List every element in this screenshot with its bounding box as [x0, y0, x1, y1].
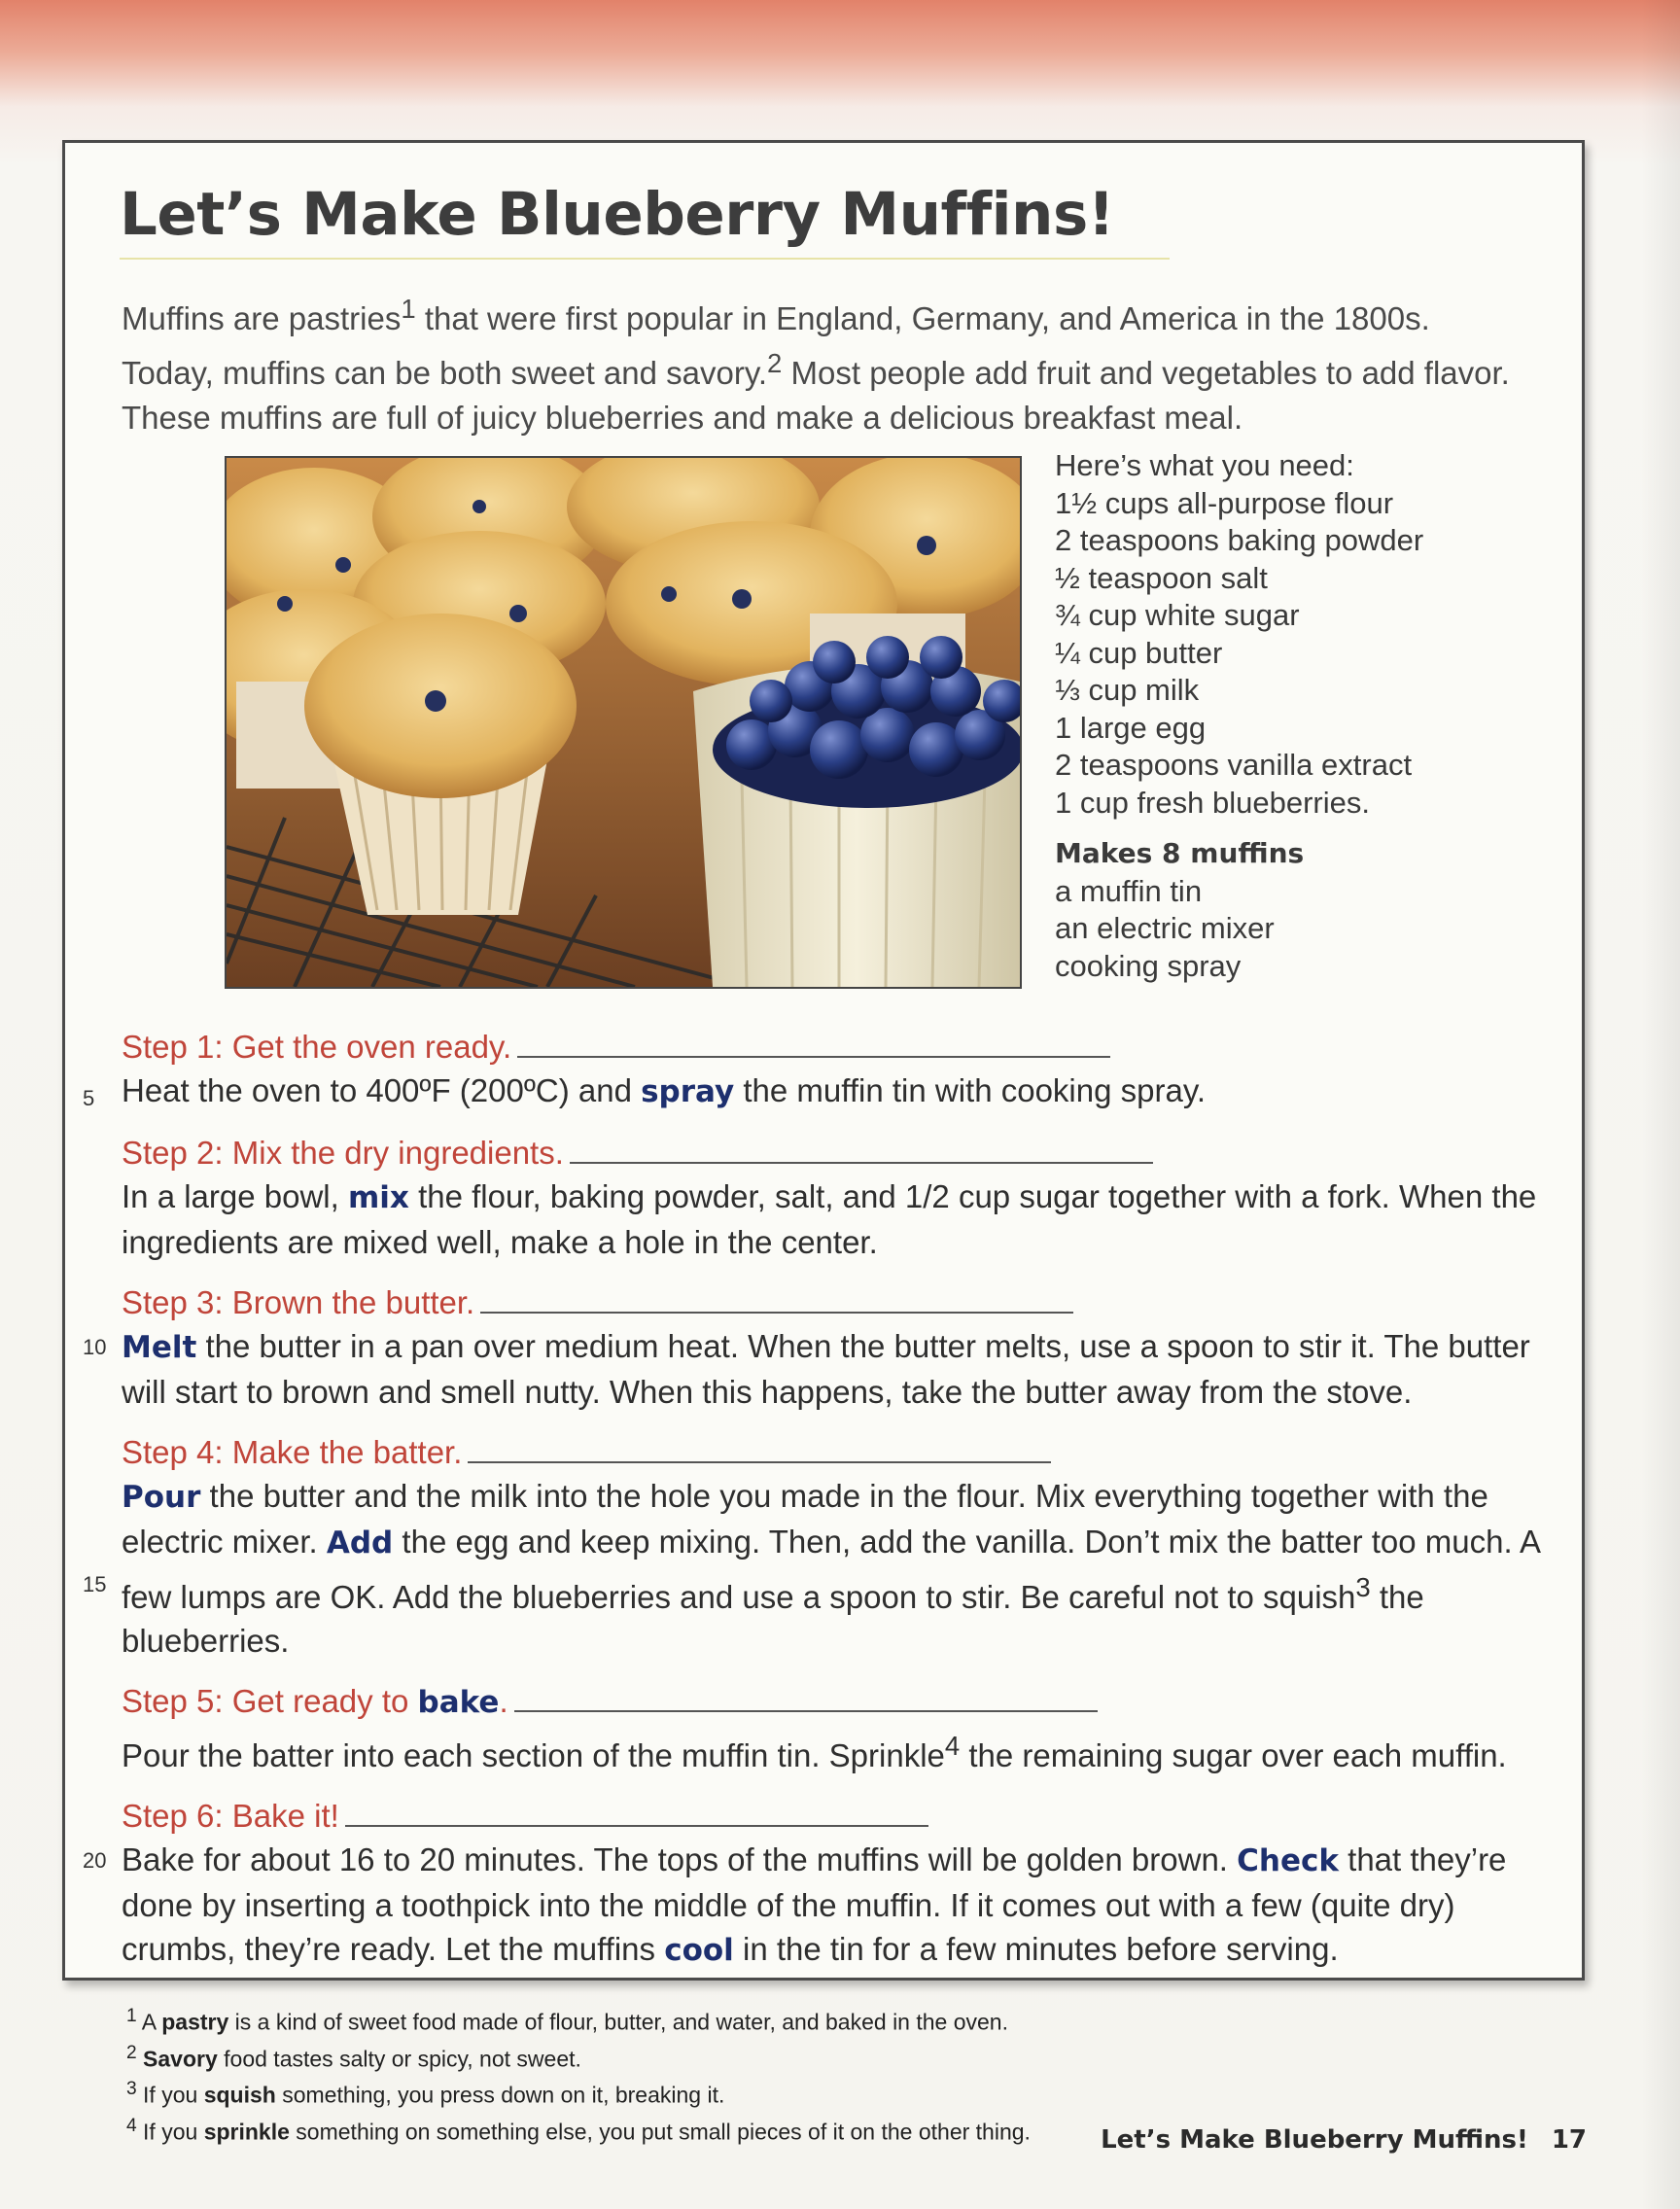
footnote-text: is a kind of sweet food made of flour, butter, and water, and baked in the oven.: [228, 2009, 1008, 2035]
footnote-ref-4: 4: [944, 1731, 961, 1761]
step-text: the remaining sugar over each muffin.: [960, 1737, 1507, 1773]
ingredient-item: ½ teaspoon salt: [1055, 560, 1268, 595]
step-body: [122, 1069, 1551, 1114]
step-title-text: Step 5: Get ready to: [122, 1683, 418, 1719]
step-text: Pour the batter into each section of the muffin tin. Sprinkle: [122, 1737, 945, 1773]
footnote-term: sprinkle: [203, 2119, 290, 2145]
step-title-text: Step 2: Mix the dry ingredients.: [122, 1135, 564, 1171]
answer-line: [480, 1312, 1073, 1314]
keyword: cool: [664, 1933, 734, 1968]
step-text: that they’re done by inserting a toothpick into the middle of the muffin. If it comes out with a few (quite dry) crumbs, they’re ready. Let the muffins: [122, 1841, 1507, 1967]
footnotes: [126, 2001, 1031, 2148]
recipe-steps: [83, 1026, 1551, 1981]
page-footer: [1101, 2125, 1587, 2155]
footnote-ref-2: 2: [767, 348, 783, 378]
reading-box: [62, 140, 1585, 1981]
footnote-text: food tastes salty or spicy, not sweet.: [217, 2046, 581, 2072]
keyword: bake: [417, 1685, 500, 1720]
equipment-item: an electric mixer: [1055, 911, 1275, 945]
page-title: Let’s Make Blueberry Muffins!: [120, 180, 1115, 249]
footnote-1: [126, 2001, 1031, 2038]
footnote-text: If you: [143, 2119, 204, 2145]
footnote-text: A: [141, 2009, 162, 2035]
ingredient-item: 2 teaspoons baking powder: [1055, 523, 1424, 557]
step-title: [122, 1795, 1551, 1838]
ingredient-item: 1½ cups all-purpose flour: [1055, 485, 1394, 520]
answer-line: [468, 1461, 1051, 1463]
answer-line: [517, 1056, 1110, 1058]
answer-line: [514, 1710, 1098, 1712]
keyword: Pour: [122, 1480, 201, 1515]
ingredient-item: 1 large egg: [1055, 710, 1207, 745]
keyword: Melt: [122, 1330, 197, 1365]
footnote-number: 4: [126, 2115, 137, 2136]
title-underline: [120, 258, 1170, 260]
yield-label: Makes 8 muffins: [1055, 837, 1305, 869]
step-title-text: Step 3: Brown the butter.: [122, 1284, 475, 1320]
step-text: Bake for about 16 to 20 minutes. The tops of the muffins will be golden brown.: [122, 1841, 1238, 1877]
step-2: [122, 1132, 1551, 1264]
page-edge-shadow: [1641, 0, 1680, 2209]
footnote-text: something, you press down on it, breaking it.: [275, 2082, 725, 2108]
footnote-term: Savory: [143, 2046, 218, 2072]
answer-line: [570, 1162, 1153, 1164]
ingredient-item: ¾ cup white sugar: [1055, 598, 1300, 632]
ingredient-item: ¼ cup butter: [1055, 635, 1223, 670]
step-title: [122, 1680, 1551, 1724]
footnote-ref-3: 3: [1355, 1572, 1371, 1602]
keyword: spray: [641, 1074, 735, 1109]
step-body: [122, 1324, 1551, 1414]
equipment-item: cooking spray: [1055, 948, 1242, 983]
ingredient-item: ⅓ cup milk: [1055, 673, 1200, 707]
keyword: Add: [326, 1525, 394, 1560]
keyword: mix: [347, 1180, 409, 1215]
footnote-number: 1: [126, 2006, 137, 2026]
step-1: [83, 1026, 1551, 1114]
footnote-number: 2: [126, 2042, 137, 2063]
step-text: the butter in a pan over medium heat. When the butter melts, use a spoon to stir it. The butter will start to brown and smell nutty. When this happens, take the butter away from the stove.: [122, 1328, 1530, 1410]
ingredient-item: 2 teaspoons vanilla extract: [1055, 748, 1413, 782]
ingredients-list: [1055, 447, 1423, 985]
answer-line: [345, 1825, 928, 1827]
footnote-number: 3: [126, 2079, 137, 2100]
ingredients-heading: Here’s what you need:: [1055, 448, 1354, 482]
step-body: [122, 1724, 1551, 1777]
equipment-item: a muffin tin: [1055, 873, 1203, 908]
footnote-term: squish: [203, 2082, 276, 2108]
step-title-text: .: [499, 1683, 508, 1719]
line-number: 10: [83, 1335, 107, 1359]
step-title-text: Step 4: Make the batter.: [122, 1434, 463, 1470]
step-text: the flour, baking powder, salt, and 1/2 cup sugar together with a fork. When the ingredients are mixed well, make a hole in the center.: [122, 1178, 1537, 1260]
step-body: [122, 1838, 1551, 1973]
step-text: Heat the oven to 400ºF (200ºC) and: [122, 1072, 642, 1108]
step-5: [122, 1680, 1551, 1777]
step-4: [83, 1431, 1551, 1663]
footnote-3: [126, 2074, 1031, 2111]
step-title: [122, 1431, 1551, 1474]
step-text: the butter and the milk into the hole you made in the flour. Mix everything together with the electric mixer.: [122, 1478, 1488, 1560]
muffins-photo: [225, 456, 1022, 989]
line-number: 20: [83, 1848, 107, 1873]
step-title: [122, 1281, 1551, 1324]
step-text: the muffin tin with cooking spray.: [734, 1072, 1207, 1108]
step-text: the blueberries.: [122, 1579, 1424, 1659]
step-title: [122, 1026, 1551, 1069]
step-3: [83, 1281, 1551, 1414]
ingredient-item: 1 cup fresh blueberries.: [1055, 785, 1370, 820]
step-body: [122, 1474, 1551, 1663]
step-text: in the tin for a few minutes before serving.: [733, 1931, 1339, 1967]
intro-text-1: Muffins are pastries: [122, 300, 402, 336]
keyword: Check: [1237, 1843, 1339, 1878]
step-body: [122, 1175, 1551, 1264]
step-title: [122, 1132, 1551, 1175]
footer-title: Let’s Make Blueberry Muffins!: [1101, 2125, 1528, 2155]
footnote-text: If you: [143, 2082, 204, 2108]
footnote-term: pastry: [161, 2009, 229, 2035]
footnote-ref-1: 1: [401, 294, 416, 324]
intro-text-2: that were first popular in England, Germany, and America in the 1800s. Today, muffins can be both sweet and savory.: [122, 300, 1430, 391]
intro-paragraph: [122, 287, 1522, 440]
footnote-2: [126, 2038, 1031, 2075]
step-text: the egg and keep mixing. Then, add the vanilla. Don’t mix the batter too much. A few lumps are OK. Add the blueberries and use a spoon to stir. Be careful not to squish: [122, 1524, 1540, 1615]
step-title-text: Step 6: Bake it!: [122, 1798, 339, 1834]
page-number: 17: [1551, 2125, 1587, 2155]
intro-text-3: Most people add fruit and vegetables to add flavor. These muffins are full of juicy blueberries and make a delicious breakfast meal.: [122, 355, 1510, 436]
step-6: [83, 1795, 1551, 1973]
footnote-4: [126, 2111, 1031, 2148]
line-number: 5: [83, 1086, 95, 1110]
footnote-text: something on something else, you put small pieces of it on the other thing.: [289, 2119, 1031, 2145]
line-number: 15: [83, 1572, 107, 1596]
step-title-text: Step 1: Get the oven ready.: [122, 1029, 512, 1065]
step-text: In a large bowl,: [122, 1178, 348, 1214]
